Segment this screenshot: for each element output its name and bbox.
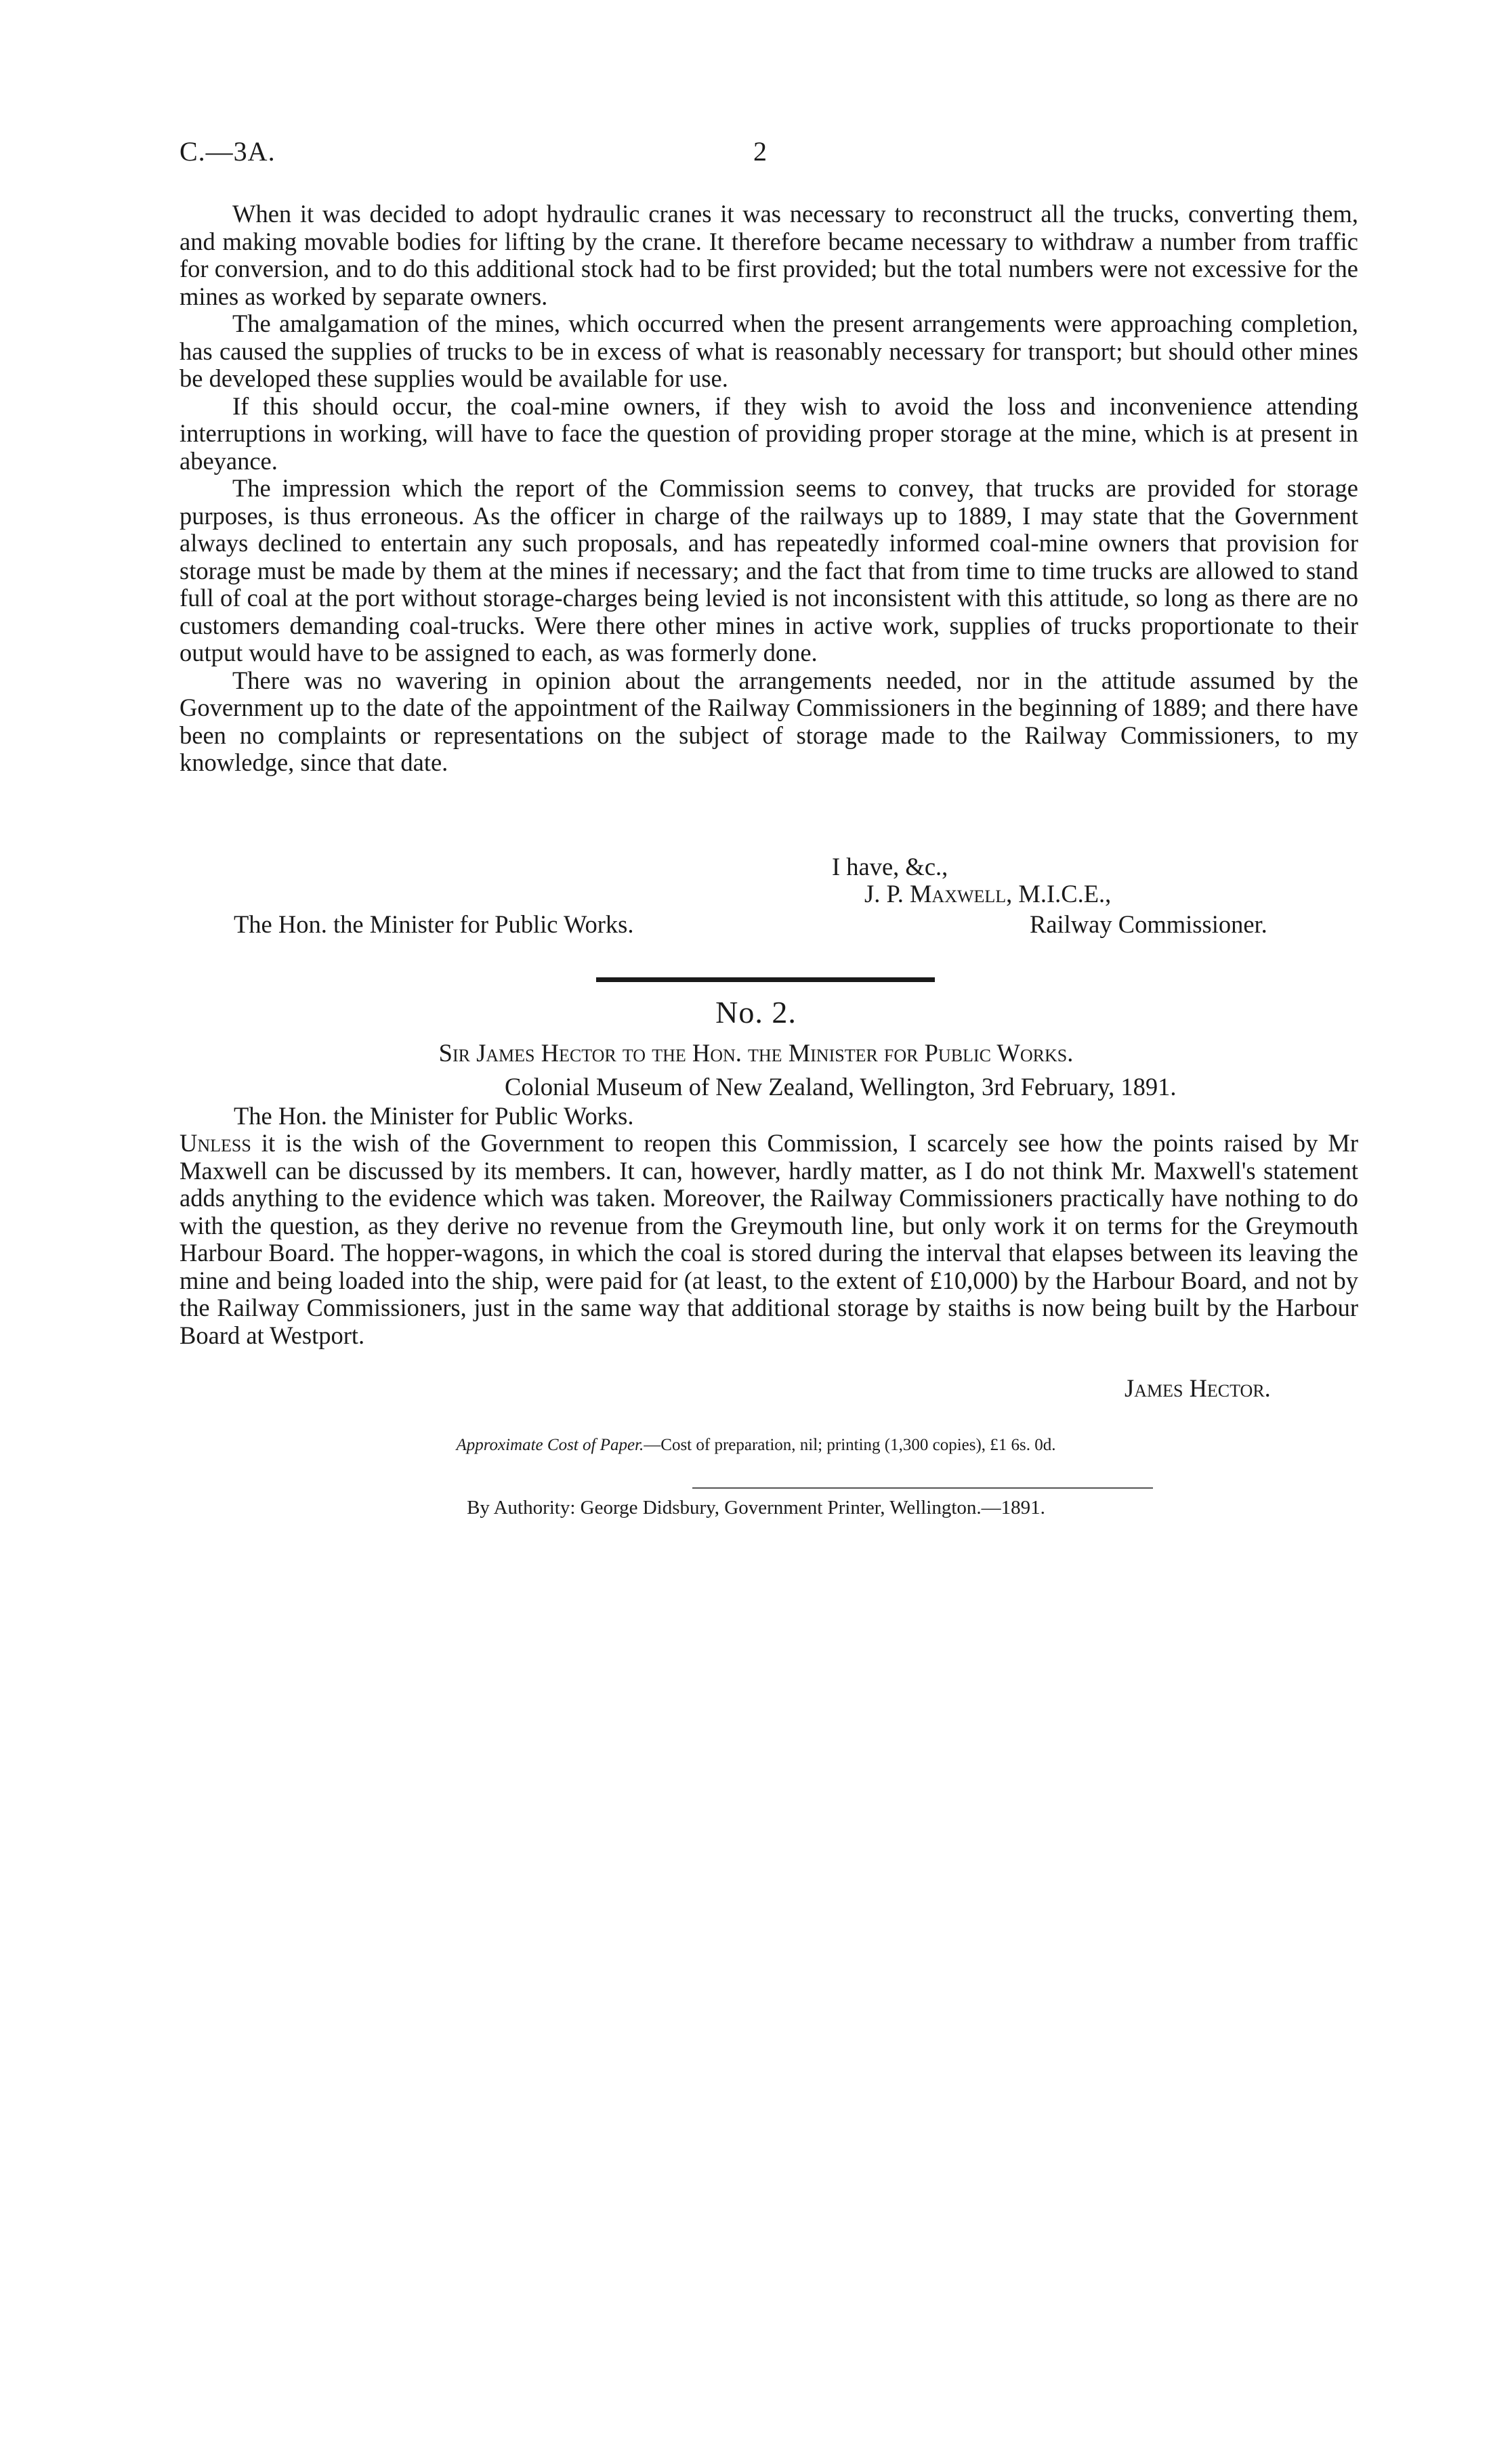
place-and-date: Colonial Museum of New Zealand, Wellington, 3rd February, 1891. [505,1073,1177,1101]
lead-word: Unless [180,1129,251,1157]
document-reference: C.—3A. [180,136,276,167]
section-divider [596,977,935,982]
cost-note [0,1436,1512,1455]
section-subheading: Sir James Hector to the Hon. the Minister for Public Works. [438,1039,1074,1067]
signatory-title: Railway Commissioner. [1030,910,1267,938]
paragraph: If this should occur, the coal-mine owners, if they wish to avoid the loss and inconvenience attending interruptions in working, will have to face the question of providing proper storage at the mine, which is at present in abeyance. [180,391,1358,475]
letter-closing: I have, &c., [832,853,948,880]
paragraph: The impression which the report of the Commission seems to convey, that trucks are provided for storage purposes, is thus erroneous. As the officer in charge of the railways up to 1889, I may state that the Government always declined to entertain any such proposals, and has repeatedly informed coal-mine owners that provision for storage must be made by them at the mines if necessary; and the fact that from time to time trucks are allowed to stand full of coal at the port without storage-charges being levied is not inconsistent with this attitude, so long as there are no customers demanding coal-trucks. Were there other mines in active work, supplies of trucks proportionate to their output would have to be assigned to each, as was formerly done. [180,474,1358,666]
letter-2-body [180,1130,1358,1349]
letter-addressee: The Hon. the Minister for Public Works. [234,910,634,938]
section-heading: No. 2. [715,995,797,1029]
cost-label: Approximate Cost of Paper. [456,1436,644,1454]
paragraph: When it was decided to adopt hydraulic cranes it was necessary to reconstruct all the trucks, converting them, and making movable bodies for lifting by the crane. It therefore became necessary to withdraw a number from traffic for conversion, and to do this additional stock had to be first provided; but the total numbers were not excessive for the mines as worked by separate owners. [180,200,1358,310]
salutation: The Hon. the Minister for Public Works. [234,1102,634,1130]
cost-text: —Cost of preparation, nil; printing (1,300 copies), £1 6s. 0d. [644,1436,1056,1454]
signature: James Hector. [1125,1374,1271,1402]
paragraph: There was no wavering in opinion about the arrangements needed, nor in the attitude assumed by the Government up to the date of the appointment of the Railway Commissioners in the beginning of 1889; and there have been no complaints or representations on the subject of storage made to the Railway Commissioners, to my knowledge, since that date. [180,666,1358,776]
page-number: 2 [753,136,767,167]
letter-1-body [180,200,1358,777]
imprint-divider [692,1487,1153,1489]
printer-imprint: By Authority: George Didsbury, Government Printer, Wellington.—1891. [467,1497,1045,1518]
paragraph-text: it is the wish of the Government to reopen this Commission, I scarcely see how the points raised by Mr Maxwell can be discussed by its members. It can, however, hardly matter, as I do not think Mr. Maxwell's statement adds anything to the evidence which was taken. Moreover, the Railway Commissioners practically have nothing to do with the question, as they derive no revenue from the Greymouth line, but only work it on terms for the Greymouth Harbour Board. The hopper-wagons, in which the coal is stored during the interval that elapses between its leaving the mine and being loaded into the ship, were paid for (at least, to the extent of £10,000) by the Harbour Board, and not by the Railway Commissioners, just in the same way that additional storage by staiths is now being built by the Harbour Board at Westport. [180,1129,1358,1349]
paragraph: The amalgamation of the mines, which occurred when the present arrangements were approaching completion, has caused the supplies of trucks to be in excess of what is reasonably necessary for transport; but should other mines be developed these supplies would be available for use. [180,310,1358,392]
paragraph [180,1130,1358,1349]
signatory-name: J. P. Maxwell, M.I.C.E., [864,880,1112,908]
